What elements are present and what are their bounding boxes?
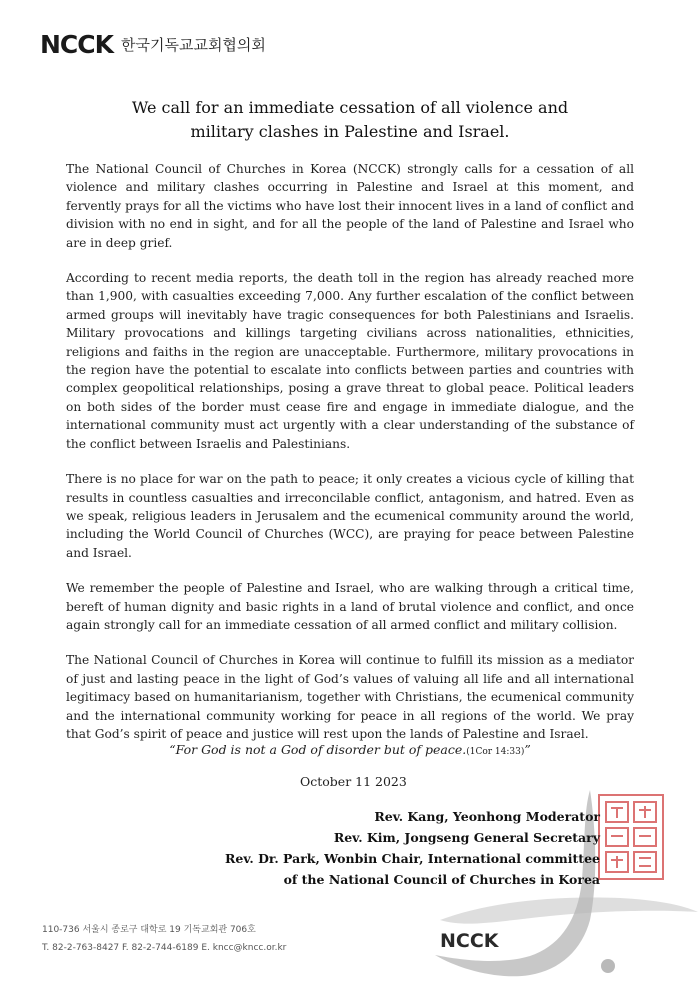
statement-body [66, 160, 634, 760]
quote-close: ” [524, 742, 531, 757]
scripture-quote [60, 742, 640, 757]
paragraph: There is no place for war on the path to peace; it only creates a vicious cycle of killing that results in countless casualties and irreconcilable conflict, antagonism, and hatred. Even as we speak, religious leaders in Jerusalem and the ecumenical community around the world, including the World Council of Churches (WCC), are praying for peace between Palestine and Israel. [66, 472, 634, 560]
statement-date: October 11 2023 [300, 774, 407, 789]
paragraph: The National Council of Churches in Korea will continue to fulfill its mission as a mediator of just and lasting peace in the light of God’s values of valuing all life and all international legitimacy based on humanitarianism, together with Christians, the ecumenical community and the international community working for peace in all regions of the world. We pray that God’s spirit of peace and justice will rest upon the lands of Palestine and Israel. [66, 653, 634, 741]
signer-line: of the National Council of Churches in Korea [283, 872, 600, 887]
signer-line: Rev. Dr. Park, Wonbin Chair, International committee [225, 851, 600, 866]
title-line-1: We call for an immediate cessation of all violence and [131, 98, 569, 117]
ncck-logo-mark: NCCK [40, 30, 113, 59]
footer-ncck-logo: NCCK [440, 930, 499, 952]
ncck-logo [40, 30, 266, 59]
quote-reference: (1Cor 14:33) [466, 747, 525, 757]
footer-contact: T. 82-2-763-8427 F. 82-2-744-6189 E. kncc@kncc.or.kr [42, 943, 287, 953]
document-title [60, 96, 640, 144]
signer-line: Rev. Kim, Jongseng General Secretary [333, 830, 600, 845]
quote-text: “For God is not a God of disorder but of peace. [169, 742, 467, 757]
ncck-logo-text: 한국기독교교회협의회 [121, 36, 266, 54]
title-line-2: military clashes in Palestine and Israel. [190, 122, 510, 141]
paragraph: According to recent media reports, the death toll in the region has already reached more than 1,900, with casualties exceeding 7,000. Any further escalation of the conflict between armed groups will inevitably have tragic consequences for both Palestinians and Israelis. Military provocations and killings targeting civilians across nationalities, ethnicities, religions and faiths in the region are unacceptable. Furthermore, military provocations in the region have the potential to escalate into conflicts between parties and countries with complex geopolitical relationships, posing a grave threat to global peace. Political leaders on both sides of the border must cease fire and engage in immediate dialogue, and the international community must act urgently with a clear understanding of the substance of the conflict between Israelis and Palestinians. [66, 271, 634, 451]
signatories [225, 806, 600, 890]
footer-address: 110-736 서울시 종로구 대학로 19 기독교회관 706호 [42, 925, 256, 935]
paragraph: We remember the people of Palestine and Israel, who are walking through a critical time, bereft of human dignity and basic rights in a land of brutal violence and conflict, and once again strongly call for an immediate cessation of all armed conflict and military collision. [66, 581, 634, 632]
letterhead-footer [42, 921, 286, 957]
signer-line: Rev. Kang, Yeonhong Moderator [374, 809, 600, 824]
paragraph: The National Council of Churches in Korea (NCCK) strongly calls for a cessation of all violence and military clashes occurring in Palestine and Israel at this moment, and fervently prays for all the victims who have lost their innocent lives in a land of conflict and division with no end in sight, and for all the people of the land of Palestine and Israel who are in deep grief. [66, 162, 634, 250]
